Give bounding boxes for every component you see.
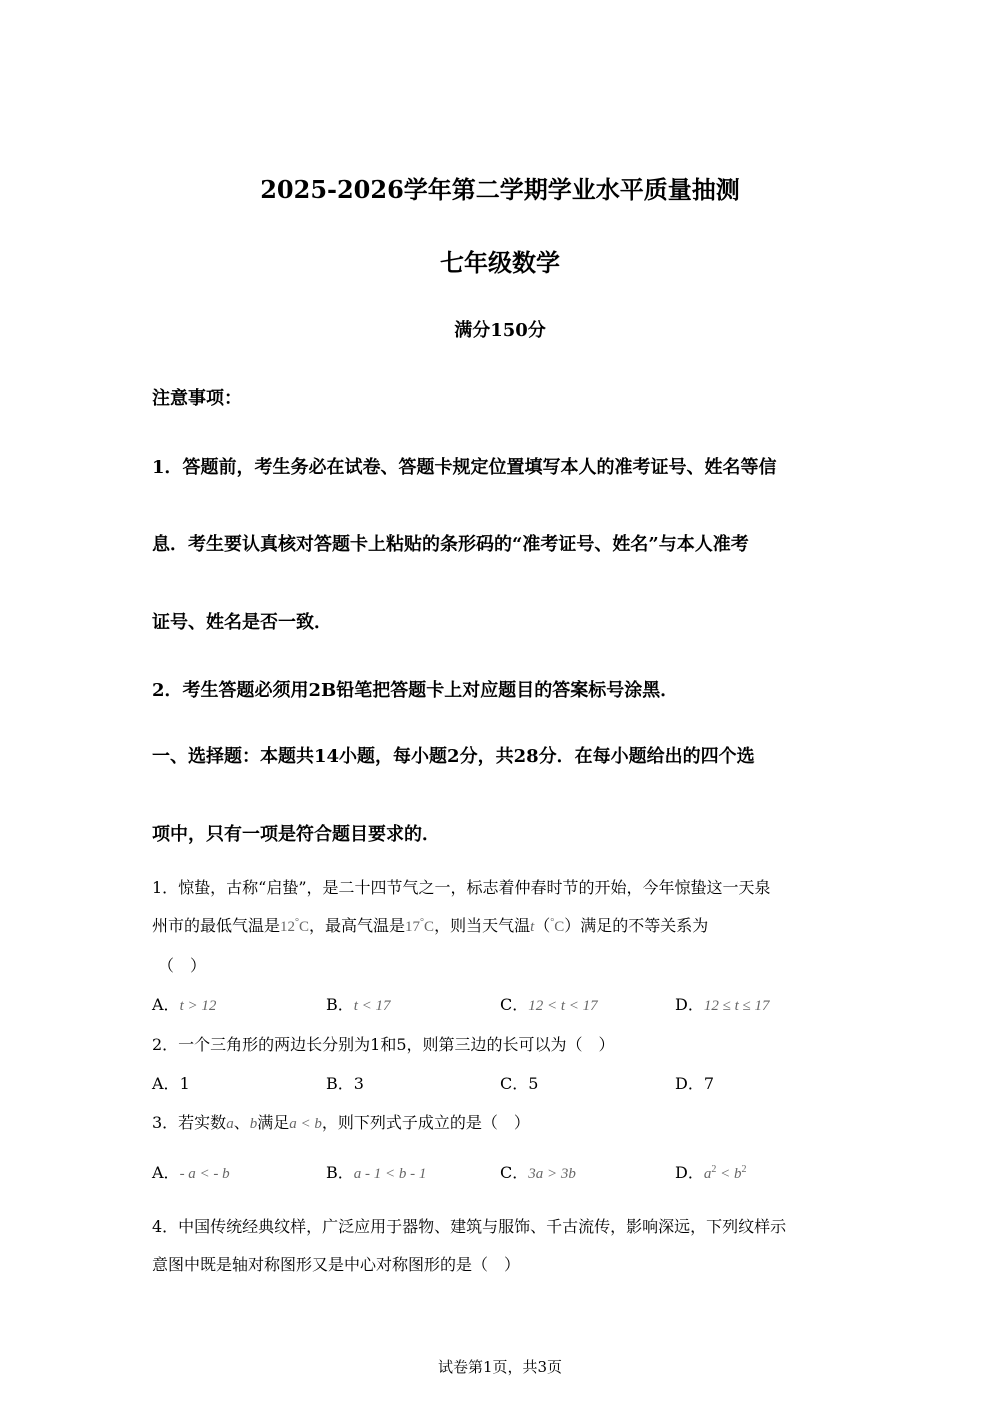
section-1-heading-line-1: 一、选择题：本题共14小题，每小题2分，共28分．在每小题给出的四个选 [152,746,755,767]
subject-title: 七年级数学 [440,248,560,277]
question-3-option-b [326,1160,426,1183]
option-expression: 12 ≤ t ≤ 17 [703,998,770,1014]
section-1-heading-line-2: 项中，只有一项是符合题目要求的． [152,824,440,845]
question-3-text-b: 满足 [257,1113,290,1132]
question-3-option-a [152,1160,230,1183]
option-expression: t < 17 [353,998,391,1014]
option-expression: 5 [528,1074,539,1093]
option-expression: 7 [703,1074,715,1093]
option-exponent: 2 [711,1164,717,1175]
option-label: D． [675,995,704,1014]
question-3-text-c: ，则下列式子成立的是（ ） [321,1113,530,1132]
notice-item-1-line-1: 1．答题前，考生务必在试卷、答题卡规定位置填写本人的准考证号、姓名等信 [152,457,777,478]
option-operator: < [716,1166,734,1182]
celsius-unit: C [424,919,435,935]
question-3-option-c [500,1160,576,1183]
degree-symbol: ° [550,917,555,928]
max-temp-value: 17 [405,919,421,935]
option-expression: 3a > 3b [528,1166,576,1182]
notice-item-2: 2．考生答题必须用2B铅笔把答题卡上对应题目的答案标号涂黑． [152,680,679,701]
option-label: C． [500,1163,529,1182]
option-base-b: b [733,1166,742,1182]
option-label: B． [326,995,354,1014]
question-2-option-d [675,1071,714,1094]
full-score: 满分150分 [454,320,546,341]
celsius-unit: C [554,919,565,935]
notice-item-1-line-2: 息．考生要认真核对答题卡上粘贴的条形码的“准考证号、姓名”与本人准考 [152,534,749,555]
question-1-option-c [500,992,598,1015]
question-1-line-1: 1．惊蛰，古称“启蛰”，是二十四节气之一，标志着仲春时节的开始，今年惊蛰这一天泉 [152,878,771,897]
question-1-option-d [675,992,769,1015]
variable-t: t [530,919,535,935]
option-label: D． [675,1074,704,1093]
degree-symbol: ° [420,917,425,928]
question-2-option-c [500,1071,538,1094]
option-expression: t > 12 [179,998,217,1014]
option-expression: - a < - b [179,1166,230,1182]
option-label: D． [675,1163,704,1182]
option-exponent: 2 [741,1164,747,1175]
question-3-text-a: 3．若实数 [152,1113,227,1132]
option-label: A． [152,995,180,1014]
question-3-option-d [675,1160,746,1183]
paren-open: （ [534,916,551,935]
condition-expression: a < b [289,1116,322,1132]
variable-b: b [249,1116,258,1132]
option-base-a: a [703,1166,712,1182]
min-temp-value: 12 [280,919,296,935]
option-expression: 12 < t < 17 [528,998,598,1014]
option-expression: 3 [353,1074,364,1093]
question-3 [152,1110,530,1133]
option-label: A． [152,1074,180,1093]
page-footer: 试卷第1页，共3页 [437,1358,563,1376]
question-1-text-a: 州市的最低气温是 [152,916,281,935]
question-1-text-b: ，最高气温是 [309,916,406,935]
notice-item-1-line-3: 证号、姓名是否一致． [152,612,332,633]
exam-title: 2025-2026学年第二学期学业水平质量抽测 [260,175,740,204]
option-label: C． [500,995,529,1014]
question-4-line-2: 意图中既是轴对称图形又是中心对称图形的是（ ） [152,1255,521,1274]
question-1-text-d: ）满足的不等关系为 [564,916,709,935]
option-expression: 1 [179,1074,190,1093]
question-4-line-1: 4．中国传统经典纹样，广泛应用于器物、建筑与服饰、千古流传，影响深远，下列纹样示 [152,1217,787,1236]
option-label: A． [152,1163,180,1182]
question-1-line-2 [152,913,708,936]
option-label: B． [326,1163,354,1182]
question-2-option-b [326,1071,364,1094]
question-1-text-c: ，则当天气温 [434,916,531,935]
option-label: B． [326,1074,354,1093]
option-expression: a - 1 < b - 1 [353,1166,427,1182]
question-1-answer-blank: （ ） [158,956,207,975]
question-3-separator: 、 [233,1113,250,1132]
degree-symbol: ° [295,917,300,928]
question-1-option-a [152,992,216,1015]
notice-heading: 注意事项： [152,388,242,409]
question-2: 2．一个三角形的两边长分别为1和5，则第三边的长可以为（ ） [152,1035,615,1054]
option-label: C． [500,1074,529,1093]
question-2-option-a [152,1071,190,1094]
celsius-unit: C [299,919,310,935]
question-1-option-b [326,992,391,1015]
variable-a: a [226,1116,234,1132]
